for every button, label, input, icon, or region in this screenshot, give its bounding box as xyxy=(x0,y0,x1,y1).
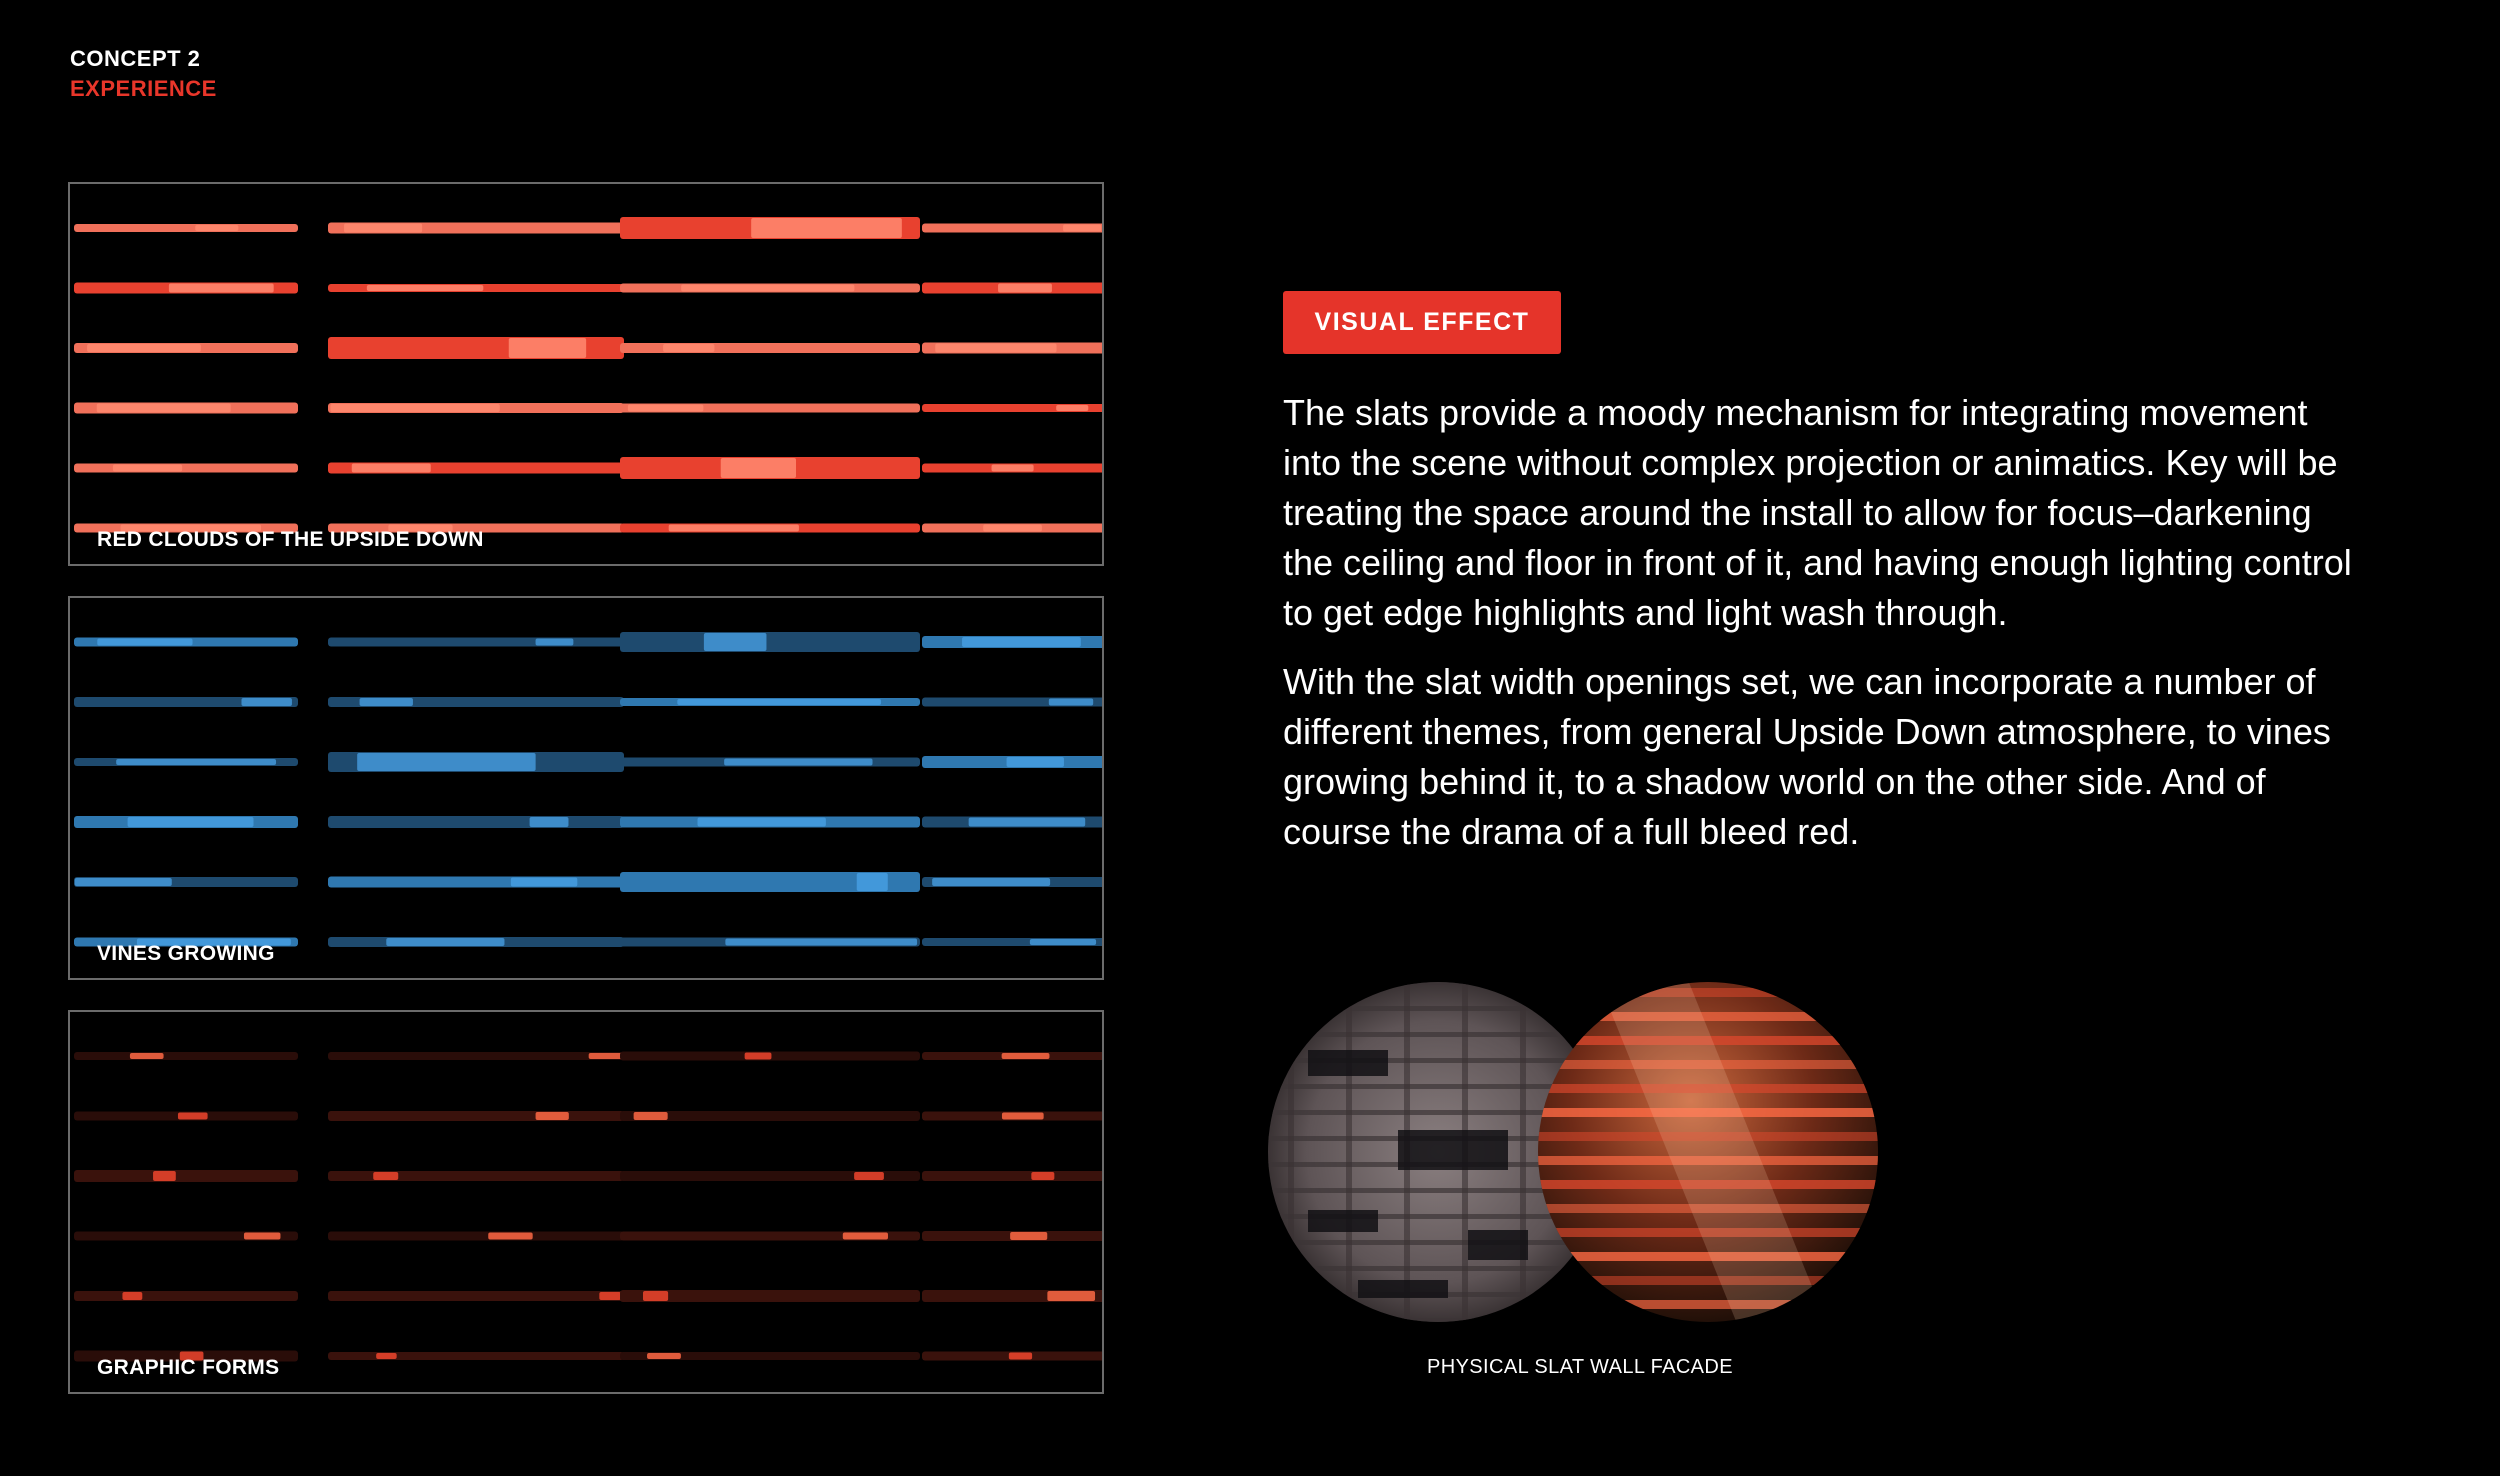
facade-post-line xyxy=(1520,980,1526,1326)
header xyxy=(70,44,217,104)
slat-highlight xyxy=(113,465,182,472)
slat-highlight xyxy=(352,464,431,473)
facade-red-slat xyxy=(1538,1276,1878,1285)
slat-highlight xyxy=(983,525,1042,532)
description-paragraph: With the slat width openings set, we can incorporate a number of different themes, from general Upside Down atmosphere, to vines growing behind it, to a shadow world on the other side. And of course the drama of a full bleed red. xyxy=(1283,661,2331,852)
slat-highlight xyxy=(751,218,902,238)
slat xyxy=(620,632,920,652)
slat xyxy=(74,464,298,473)
slat-panel-graphic-forms xyxy=(68,1010,1104,1394)
visual-effect-tag: VISUAL EFFECT xyxy=(1283,291,1561,354)
slat-highlight xyxy=(75,878,172,886)
slat-highlight xyxy=(178,1113,208,1120)
slat-highlight xyxy=(97,639,192,646)
slat-highlight xyxy=(344,224,422,233)
slat-highlight xyxy=(373,1172,398,1180)
slat xyxy=(328,816,624,828)
section-subtitle: EXPERIENCE xyxy=(70,76,217,101)
slat-highlight xyxy=(536,1112,569,1120)
slat-highlight xyxy=(511,878,577,887)
graphic-forms-slat-image xyxy=(70,1012,1104,1394)
slat xyxy=(74,1170,298,1182)
slat xyxy=(328,1052,624,1060)
slat-highlight xyxy=(935,344,1056,353)
slat xyxy=(328,1111,624,1121)
facade-red-slat xyxy=(1538,1300,1878,1309)
slat-highlight xyxy=(969,818,1086,827)
slat xyxy=(328,1352,624,1360)
slat-wall-photo-red xyxy=(1538,980,1878,1326)
slat-highlight xyxy=(681,285,854,292)
slat-highlight xyxy=(647,1353,681,1359)
slat-highlight xyxy=(724,759,872,766)
slat-highlight xyxy=(1002,1113,1044,1120)
slat-highlight xyxy=(357,753,535,771)
slat-highlight xyxy=(530,817,569,827)
slat-highlight xyxy=(725,939,917,946)
slat-highlight xyxy=(843,1233,888,1240)
slat-highlight xyxy=(367,285,483,291)
slat-highlight xyxy=(721,458,796,478)
slat-highlight xyxy=(360,698,413,706)
slat-highlight xyxy=(745,1053,772,1060)
facade-slat-line xyxy=(1268,980,1608,985)
slat-highlight xyxy=(536,639,574,646)
slat xyxy=(922,1171,1104,1181)
slat xyxy=(328,1171,624,1181)
slat-highlight xyxy=(97,404,231,413)
slat-highlight xyxy=(857,873,888,891)
slat-highlight xyxy=(1007,757,1064,767)
slat-highlight xyxy=(195,225,238,231)
slat-highlight xyxy=(169,284,274,293)
slat-highlight xyxy=(1056,405,1088,411)
slat-highlight xyxy=(962,637,1081,647)
red-clouds-slat-image xyxy=(70,184,1104,566)
slat xyxy=(328,877,624,888)
slat-highlight xyxy=(1049,699,1093,706)
slat-highlight xyxy=(386,938,504,946)
description-paragraph: The slats provide a moody mechanism for integrating movement into the scene without complex projection or animatics. Key will be treating the space around the install to allow for focus–darkening the ceiling and floor in front of it, and having enough lighting control to get edge highlights and light wash through. xyxy=(1283,392,2352,633)
facade-post-line xyxy=(1288,980,1294,1326)
facade-red-slat xyxy=(1538,1324,1878,1326)
slat-highlight xyxy=(669,525,799,532)
facade-red-slat xyxy=(1538,1252,1878,1261)
vines-slat-image xyxy=(70,598,1104,980)
panel-caption: GRAPHIC FORMS xyxy=(97,1356,280,1379)
facade-slat-line xyxy=(1268,1006,1608,1011)
slat-highlight xyxy=(1031,1172,1054,1180)
slat-highlight xyxy=(1030,939,1096,945)
slat-highlight xyxy=(488,1233,532,1240)
slat-highlight xyxy=(589,1053,623,1059)
slat-highlight xyxy=(599,1292,621,1300)
facade-gap xyxy=(1468,1230,1528,1260)
slat-highlight xyxy=(704,633,767,651)
slat-highlight xyxy=(130,1053,164,1059)
slat-highlight xyxy=(244,1233,281,1240)
slat xyxy=(74,1291,298,1301)
facade-post-line xyxy=(1346,980,1352,1326)
slat-highlight xyxy=(153,1171,176,1181)
facade-slat-line xyxy=(1268,1240,1608,1245)
slat-highlight xyxy=(634,1112,668,1120)
slat-highlight xyxy=(241,698,291,706)
facade-caption: PHYSICAL SLAT WALL FACADE xyxy=(1426,1356,1734,1378)
slat-highlight xyxy=(628,405,703,412)
concept-label: CONCEPT 2 xyxy=(70,46,201,71)
slat-panel-red-clouds xyxy=(68,182,1104,566)
facade-red-slat xyxy=(1538,988,1878,997)
slat-highlight xyxy=(698,818,826,827)
slat-highlight xyxy=(509,338,586,358)
facade-red-slat xyxy=(1538,1012,1878,1021)
facade-slat-line xyxy=(1268,1318,1608,1323)
slat-highlight xyxy=(1063,225,1101,232)
slat-highlight xyxy=(998,284,1052,293)
slat-panel-vines xyxy=(68,596,1104,980)
slat-highlight xyxy=(1047,1291,1095,1301)
slat xyxy=(74,1052,298,1060)
slat-highlight xyxy=(376,1353,396,1359)
slat-highlight xyxy=(677,699,881,705)
facade-gap xyxy=(1308,1050,1388,1076)
facade-slat-line xyxy=(1268,1266,1608,1271)
slat-highlight xyxy=(643,1291,668,1301)
slat xyxy=(74,224,298,232)
facade-photos xyxy=(1268,980,1880,1326)
slat-highlight xyxy=(1009,1353,1032,1360)
facade-gap xyxy=(1398,1130,1508,1170)
slat-highlight xyxy=(128,817,254,827)
slat-highlight xyxy=(932,878,1050,886)
slat xyxy=(328,1291,624,1301)
slat-highlight xyxy=(122,1292,142,1300)
slat-highlight xyxy=(330,404,499,412)
slat xyxy=(328,1232,624,1241)
slat-highlight xyxy=(1010,1232,1047,1240)
facade-gap xyxy=(1358,1280,1448,1298)
panel-caption: RED CLOUDS OF THE UPSIDE DOWN xyxy=(97,528,484,551)
slat-highlight xyxy=(663,344,714,352)
slat-highlight xyxy=(87,344,201,352)
slat-highlight xyxy=(116,759,276,765)
facade-gap xyxy=(1308,1210,1378,1232)
slat-highlight xyxy=(854,1172,884,1180)
description xyxy=(1283,388,2363,876)
facade-slat-line xyxy=(1268,1032,1608,1037)
slat-highlight xyxy=(1002,1053,1050,1059)
panel-caption: VINES GROWING xyxy=(97,942,275,965)
slat xyxy=(328,638,624,647)
slat-highlight xyxy=(992,465,1034,472)
